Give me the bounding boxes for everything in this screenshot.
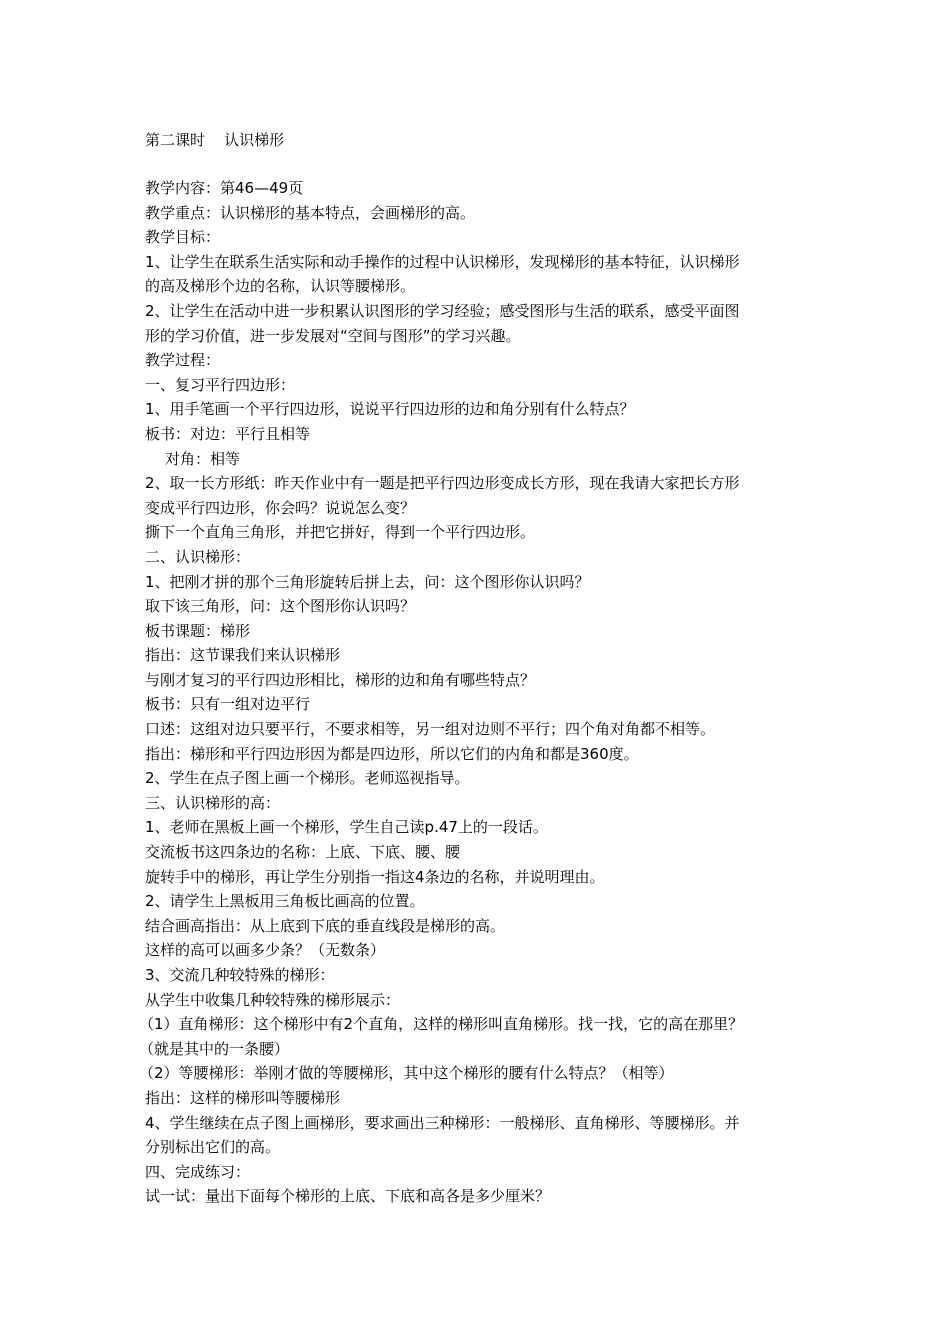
text-line: 撕下一个直角三角形，并把它拼好，得到一个平行四边形。: [145, 523, 536, 542]
text-line: 1、用手笔画一个平行四边形，说说平行四边形的边和角分别有什么特点？: [145, 400, 635, 419]
text-line: 四、完成练习：: [145, 1162, 251, 1181]
text-line: 分别标出它们的高。: [145, 1138, 281, 1157]
text-line: 二、认识梯形：: [145, 547, 251, 566]
text-line: 2、请学生上黑板用三角板比画高的位置。: [145, 892, 425, 911]
text-line: 教学过程：: [145, 351, 221, 370]
text-line: 4、学生继续在点子图上画梯形，要求画出三种梯形：一般梯形、直角梯形、等腰梯形。并: [145, 1113, 740, 1132]
text-line: 2、让学生在活动中进一步积累认识图形的学习经验；感受图形与生活的联系，感受平面图: [145, 301, 740, 320]
text-line: 与刚才复习的平行四边形相比，梯形的边和角有哪些特点？: [145, 670, 536, 689]
text-line: 形的学习价值，进一步发展对“空间与图形”的学习兴趣。: [145, 326, 521, 345]
lesson-body: [139, 176, 825, 1209]
text-line: 教学内容：第46—49页: [145, 179, 304, 197]
text-line: 2、学生在点子图上画一个梯形。老师巡视指导。: [145, 769, 470, 788]
text-line: 的高及梯形个边的名称，认识等腰梯形。: [145, 277, 416, 296]
text-line: 2、取一长方形纸：昨天作业中有一题是把平行四边形变成长方形，现在我请大家把长方形: [145, 474, 740, 493]
text-line: 板书：对边：平行且相等: [145, 424, 311, 443]
text-line: 指出：梯形和平行四边形因为都是四边形，所以它们的内角和都是360度。: [145, 744, 639, 763]
text-line: 从学生中收集几种较特殊的梯形展示：: [145, 990, 401, 1009]
text-line: （2）等腰梯形：举刚才做的等腰梯形，其中这个梯形的腰有什么特点？（相等）: [139, 1064, 674, 1083]
text-line: 板书：只有一组对边平行: [145, 695, 311, 714]
text-line: 教学目标：: [145, 228, 221, 247]
text-line: （1）直角梯形：这个梯形中有2个直角，这样的梯形叫直角梯形。找一找，它的高在那里？: [139, 1015, 744, 1034]
text-line: 一、复习平行四边形：: [145, 375, 296, 394]
text-line: 1、让学生在联系生活实际和动手操作的过程中认识梯形，发现梯形的基本特征，认识梯形: [145, 252, 740, 271]
text-line: 指出：这节课我们来认识梯形: [145, 646, 341, 665]
text-line: 板书课题：梯形: [145, 621, 251, 640]
text-line: 这样的高可以画多少条？（无数条）: [145, 941, 386, 960]
text-line: 三、认识梯形的高：: [145, 793, 281, 812]
text-line: 变成平行四边形，你会吗？说说怎么变？: [145, 498, 416, 517]
text-line: 取下该三角形，问：这个图形你认识吗？: [145, 597, 416, 616]
text-line: 1、老师在黑板上画一个梯形，学生自己读p.47上的一段话。: [145, 818, 548, 837]
text-line: 指出：这样的梯形叫等腰梯形: [145, 1088, 341, 1107]
text-line: 试一试：量出下面每个梯形的上底、下底和高各是多少厘米？: [145, 1187, 551, 1206]
text-line: （就是其中的一条腰）: [139, 1039, 290, 1058]
text-line: 教学重点：认识梯形的基本特点，会画梯形的高。: [145, 203, 476, 222]
lesson-title: 第二课时 认识梯形: [145, 131, 285, 149]
text-line: 结合画高指出：从上底到下底的垂直线段是梯形的高。: [145, 916, 506, 935]
text-line: 1、把刚才拼的那个三角形旋转后拼上去，问：这个图形你认识吗？: [145, 572, 590, 591]
text-line: 口述：这组对边只要平行，不要求相等，另一组对边则不平行；四个角对角都不相等。: [145, 720, 716, 739]
text-line: 交流板书这四条边的名称：上底、下底、腰、腰: [145, 843, 461, 862]
text-line: 旋转手中的梯形，再让学生分别指一指这4条边的名称，并说明理由。: [145, 867, 605, 886]
text-line: 对角：相等: [165, 449, 241, 468]
text-line: 3、交流几种较特殊的梯形：: [145, 966, 335, 984]
